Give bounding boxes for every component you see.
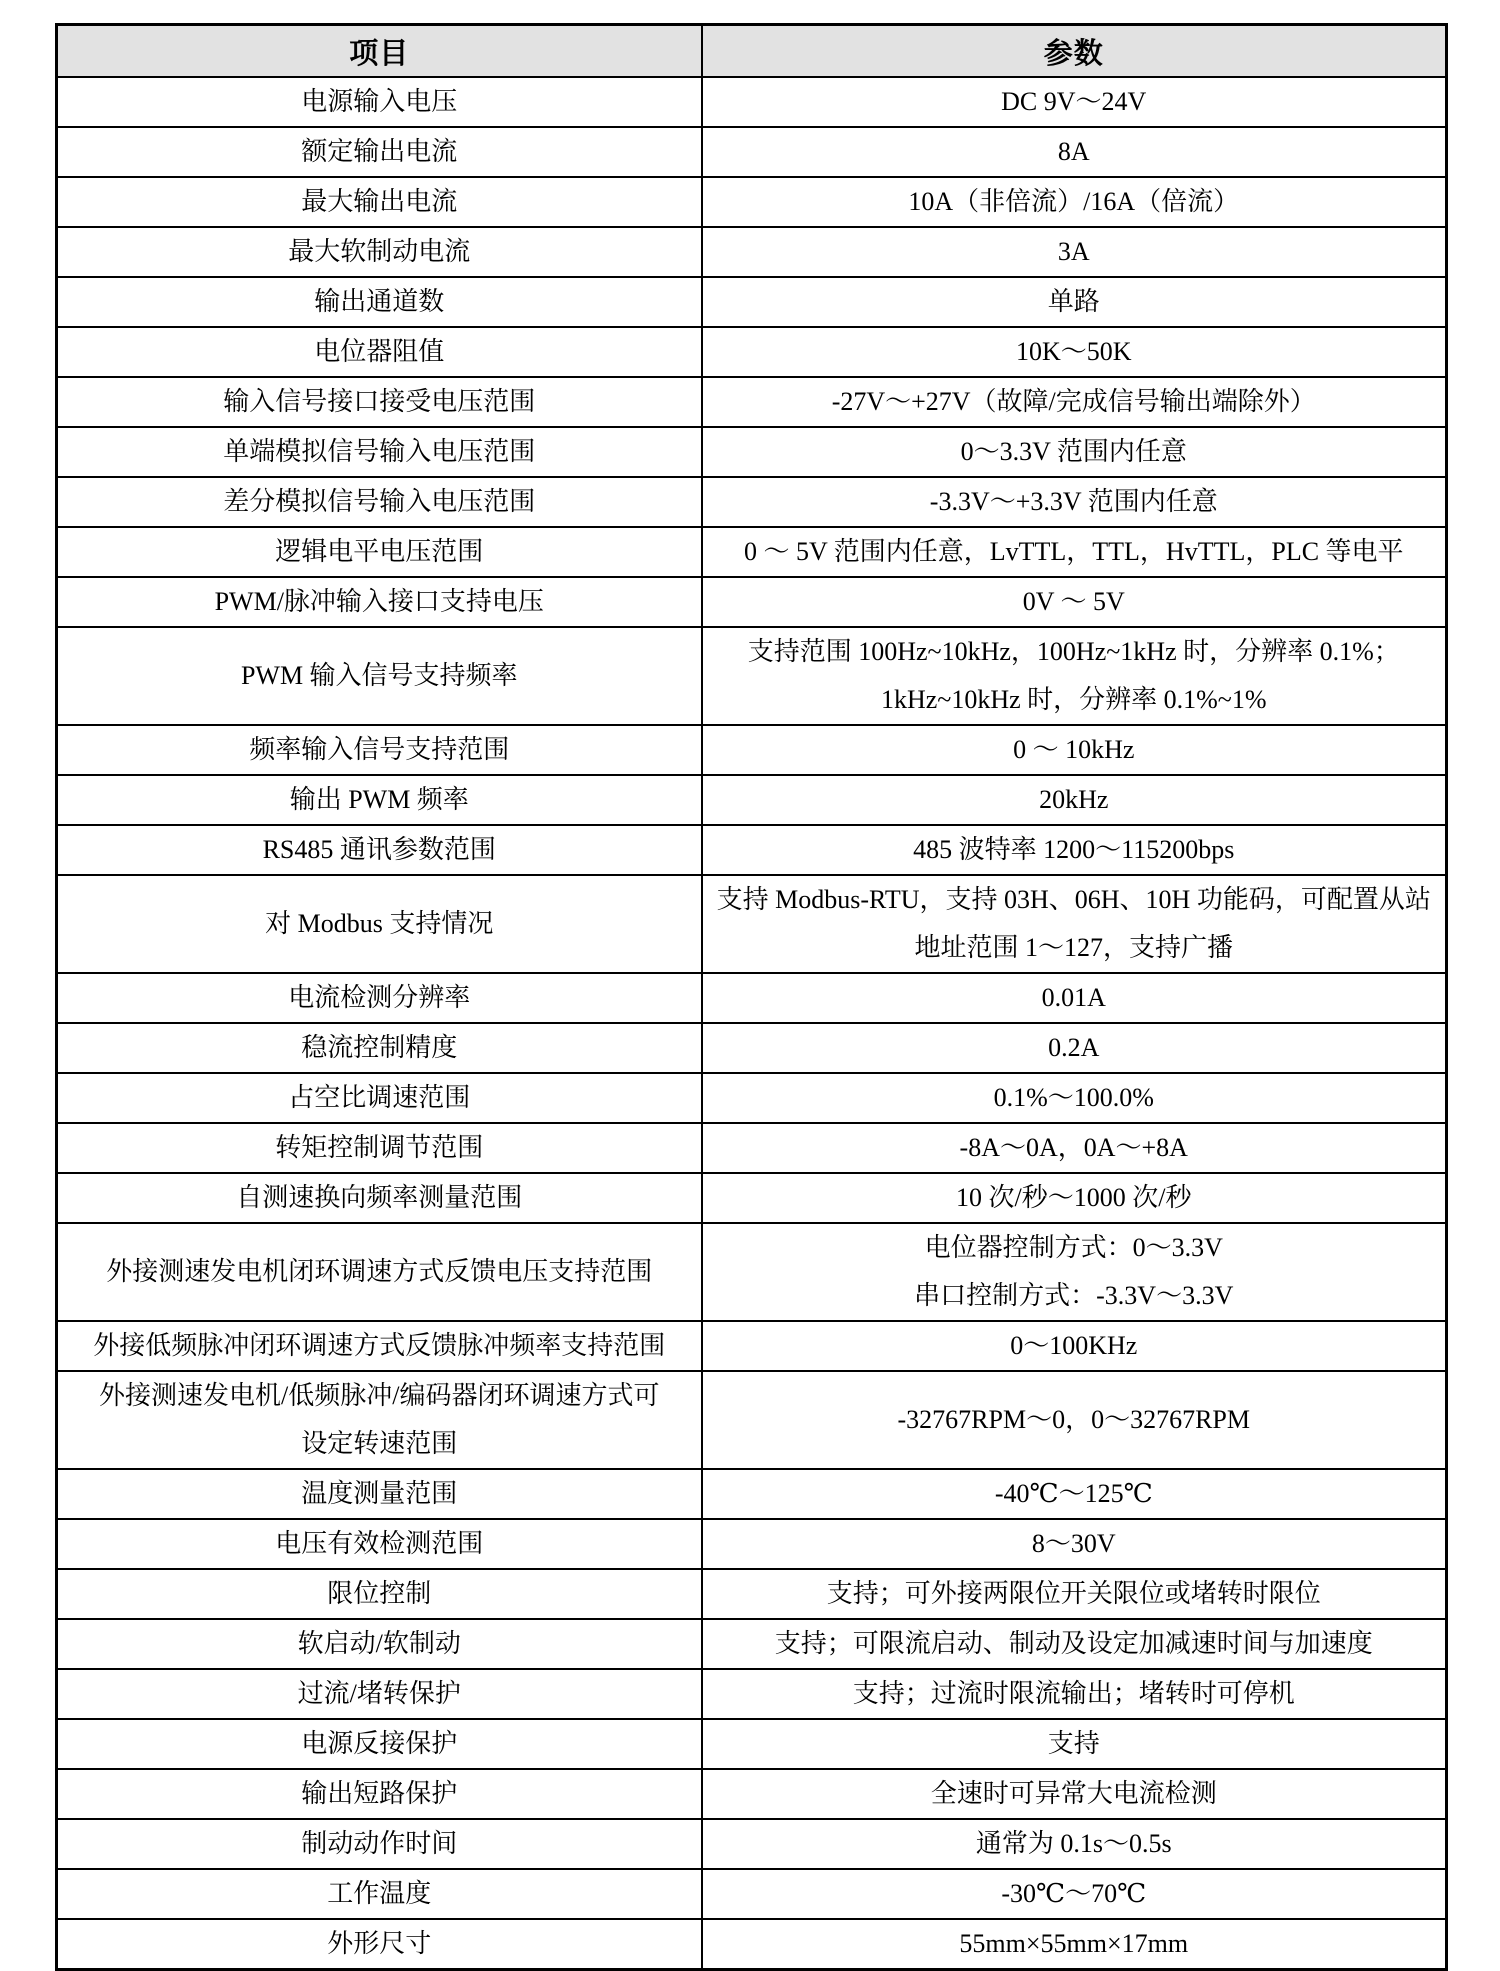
item-cell	[57, 775, 702, 825]
param-cell	[702, 775, 1447, 825]
item-cell-line: 软启动/软制动	[297, 1629, 461, 1658]
param-cell-line: 支持	[1047, 1729, 1100, 1758]
item-cell-line: 电源反接保护	[301, 1729, 458, 1758]
item-cell	[57, 1173, 702, 1223]
item-cell-line: 差分模拟信号输入电压范围	[223, 487, 536, 516]
table-row	[57, 1469, 1447, 1519]
item-cell-line: 输入信号接口接受电压范围	[223, 387, 536, 416]
item-cell	[57, 1371, 702, 1469]
item-cell	[57, 77, 702, 127]
table-row	[57, 1619, 1447, 1669]
item-cell-line: 限位控制	[327, 1579, 432, 1608]
item-cell	[57, 1819, 702, 1869]
item-cell-line: 转矩控制调节范围	[275, 1133, 484, 1162]
item-cell-line: PWM 输入信号支持频率	[240, 661, 518, 690]
item-cell-line: 制动动作时间	[301, 1829, 458, 1858]
item-cell	[57, 477, 702, 527]
table-row	[57, 1769, 1447, 1819]
item-cell-line: 电压有效检测范围	[275, 1529, 484, 1558]
param-cell-line: 485 波特率 1200～115200bps	[913, 835, 1235, 864]
param-cell	[702, 1519, 1447, 1569]
table-row	[57, 477, 1447, 527]
param-cell-line: 0.1%～100.0%	[993, 1083, 1154, 1112]
item-cell-line: 稳流控制精度	[301, 1033, 458, 1062]
item-cell	[57, 327, 702, 377]
table-row	[57, 427, 1447, 477]
param-cell-line: 10K～50K	[1015, 337, 1132, 366]
param-cell	[702, 527, 1447, 577]
item-cell-line: 最大输出电流	[301, 187, 458, 216]
item-cell-line: 设定转速范围	[301, 1429, 458, 1458]
item-cell	[57, 377, 702, 427]
param-cell	[702, 1073, 1447, 1123]
item-cell	[57, 577, 702, 627]
item-cell	[57, 1223, 702, 1321]
param-cell-line: -40℃～125℃	[994, 1479, 1153, 1508]
param-cell	[702, 277, 1447, 327]
item-cell	[57, 527, 702, 577]
table-row	[57, 1519, 1447, 1569]
param-cell	[702, 127, 1447, 177]
item-cell	[57, 1469, 702, 1519]
table-row	[57, 1719, 1447, 1769]
param-cell	[702, 1123, 1447, 1173]
param-cell	[702, 327, 1447, 377]
item-cell-line: 额定输出电流	[301, 137, 458, 166]
param-cell-line: 10 次/秒～1000 次/秒	[956, 1183, 1192, 1212]
item-cell	[57, 277, 702, 327]
param-cell-line: 1kHz~10kHz 时，分辨率 0.1%~1%	[880, 685, 1267, 714]
column-header-item: 项目	[57, 25, 702, 78]
param-cell	[702, 1919, 1447, 1970]
table-row	[57, 627, 1447, 725]
param-cell-line: -8A～0A，0A～+8A	[959, 1133, 1188, 1162]
item-cell	[57, 1073, 702, 1123]
param-cell	[702, 577, 1447, 627]
param-cell-line: 支持；可外接两限位开关限位或堵转时限位	[826, 1579, 1321, 1608]
item-cell-line: RS485 通讯参数范围	[262, 835, 496, 864]
param-cell-line: 0.01A	[1041, 983, 1106, 1012]
param-cell-line: 支持范围 100Hz~10kHz，100Hz~1kHz 时，分辨率 0.1%；	[747, 637, 1400, 666]
param-cell	[702, 1023, 1447, 1073]
param-cell-line: 地址范围 1～127，支持广播	[914, 933, 1233, 962]
param-cell-line: 单路	[1047, 287, 1100, 316]
item-cell-line: 温度测量范围	[301, 1479, 458, 1508]
param-cell-line: 0～3.3V 范围内任意	[960, 437, 1187, 466]
table-row	[57, 177, 1447, 227]
param-cell	[702, 1321, 1447, 1371]
item-cell-line: 自测速换向频率测量范围	[236, 1183, 523, 1212]
param-cell-line: -27V～+27V（故障/完成信号输出端除外）	[831, 387, 1316, 416]
param-cell-line: -30℃～70℃	[1001, 1879, 1147, 1908]
param-cell-line: 55mm×55mm×17mm	[959, 1929, 1189, 1958]
param-cell	[702, 477, 1447, 527]
param-cell-line: 3A	[1057, 237, 1090, 266]
table-row	[57, 227, 1447, 277]
item-cell-line: 频率输入信号支持范围	[249, 735, 510, 764]
table-row	[57, 1569, 1447, 1619]
param-cell	[702, 1769, 1447, 1819]
item-cell-line: 外接测速发电机/低频脉冲/编码器闭环调速方式可	[99, 1381, 660, 1410]
param-cell-line: 支持 Modbus-RTU，支持 03H、06H、10H 功能码，可配置从站	[716, 885, 1431, 914]
param-cell	[702, 1819, 1447, 1869]
param-cell-line: DC 9V～24V	[1001, 87, 1147, 116]
param-cell-line: -32767RPM～0，0～32767RPM	[897, 1405, 1250, 1434]
param-cell-line: 支持；可限流启动、制动及设定加减速时间与加速度	[774, 1629, 1373, 1658]
table-row	[57, 1869, 1447, 1919]
table-row	[57, 527, 1447, 577]
table-row	[57, 277, 1447, 327]
param-cell-line: 0～100KHz	[1010, 1331, 1138, 1360]
item-cell	[57, 1669, 702, 1719]
param-cell	[702, 1869, 1447, 1919]
item-cell-line: 对 Modbus 支持情况	[265, 909, 494, 938]
table-row	[57, 825, 1447, 875]
param-cell-line: 0V ～ 5V	[1022, 587, 1125, 616]
table-row	[57, 1371, 1447, 1469]
param-cell-line: 0 ～ 5V 范围内任意，LvTTL，TTL，HvTTL，PLC 等电平	[743, 537, 1404, 566]
table-row	[57, 127, 1447, 177]
param-cell	[702, 77, 1447, 127]
param-cell	[702, 377, 1447, 427]
param-cell	[702, 1469, 1447, 1519]
table-row	[57, 1123, 1447, 1173]
param-cell-line: 通常为 0.1s～0.5s	[975, 1829, 1172, 1858]
item-cell-line: 输出短路保护	[301, 1779, 458, 1808]
item-cell-line: 最大软制动电流	[288, 237, 471, 266]
spec-table-header	[57, 25, 1447, 78]
table-row	[57, 1669, 1447, 1719]
param-cell	[702, 627, 1447, 725]
spec-table-body	[57, 77, 1447, 1970]
item-cell-line: PWM/脉冲输入接口支持电压	[214, 587, 544, 616]
param-cell	[702, 875, 1447, 973]
param-cell-line: 全速时可异常大电流检测	[930, 1779, 1217, 1808]
column-header-param: 参数	[702, 25, 1447, 78]
param-cell	[702, 1569, 1447, 1619]
table-row	[57, 1073, 1447, 1123]
param-cell	[702, 825, 1447, 875]
table-row	[57, 1173, 1447, 1223]
param-cell	[702, 1173, 1447, 1223]
param-cell-line: 电位器控制方式：0～3.3V	[924, 1233, 1223, 1262]
table-row	[57, 377, 1447, 427]
param-cell-line: 支持；过流时限流输出；堵转时可停机	[852, 1679, 1295, 1708]
param-cell-line: 10A（非倍流）/16A（倍流）	[908, 187, 1240, 216]
item-cell	[57, 875, 702, 973]
item-cell	[57, 1123, 702, 1173]
table-row	[57, 1819, 1447, 1869]
item-cell-line: 电流检测分辨率	[288, 983, 471, 1012]
item-cell	[57, 1619, 702, 1669]
param-cell	[702, 1619, 1447, 1669]
item-cell	[57, 973, 702, 1023]
item-cell-line: 占空比调速范围	[288, 1083, 471, 1112]
table-row	[57, 973, 1447, 1023]
item-cell-line: 电源输入电压	[301, 87, 458, 116]
param-cell	[702, 973, 1447, 1023]
param-cell	[702, 1719, 1447, 1769]
param-cell-line: -3.3V～+3.3V 范围内任意	[929, 487, 1218, 516]
item-cell	[57, 1919, 702, 1970]
item-cell-line: 逻辑电平电压范围	[275, 537, 484, 566]
table-row	[57, 1223, 1447, 1321]
param-cell-line: 8～30V	[1031, 1529, 1116, 1558]
item-cell-line: 外接测速发电机闭环调速方式反馈电压支持范围	[106, 1257, 653, 1286]
item-cell-line: 输出 PWM 频率	[289, 785, 469, 814]
param-cell	[702, 1669, 1447, 1719]
table-row	[57, 327, 1447, 377]
table-row	[57, 577, 1447, 627]
table-row	[57, 1919, 1447, 1970]
item-cell-line: 工作温度	[327, 1879, 432, 1908]
item-cell	[57, 1769, 702, 1819]
item-cell	[57, 825, 702, 875]
table-row	[57, 875, 1447, 973]
spec-table	[55, 23, 1448, 1971]
param-cell	[702, 725, 1447, 775]
item-cell	[57, 1519, 702, 1569]
item-cell	[57, 1569, 702, 1619]
item-cell-line: 外接低频脉冲闭环调速方式反馈脉冲频率支持范围	[93, 1331, 666, 1360]
param-cell	[702, 227, 1447, 277]
param-cell	[702, 1223, 1447, 1321]
item-cell-line: 过流/堵转保护	[297, 1679, 461, 1708]
item-cell	[57, 725, 702, 775]
item-cell	[57, 1869, 702, 1919]
item-cell	[57, 427, 702, 477]
item-cell-line: 输出通道数	[314, 287, 445, 316]
item-cell	[57, 227, 702, 277]
table-row	[57, 77, 1447, 127]
item-cell	[57, 627, 702, 725]
item-cell	[57, 177, 702, 227]
param-cell-line: 0 ～ 10kHz	[1013, 735, 1135, 764]
param-cell-line: 0.2A	[1048, 1033, 1100, 1062]
header-row	[57, 25, 1447, 78]
param-cell-line: 8A	[1057, 137, 1090, 166]
param-cell	[702, 427, 1447, 477]
param-cell-line: 20kHz	[1039, 785, 1109, 814]
item-cell-line: 电位器阻值	[314, 337, 445, 366]
item-cell	[57, 127, 702, 177]
item-cell-line: 单端模拟信号输入电压范围	[223, 437, 536, 466]
table-row	[57, 1023, 1447, 1073]
item-cell-line: 外形尺寸	[327, 1929, 432, 1958]
item-cell	[57, 1719, 702, 1769]
table-row	[57, 725, 1447, 775]
item-cell	[57, 1321, 702, 1371]
table-row	[57, 1321, 1447, 1371]
param-cell	[702, 1371, 1447, 1469]
table-row	[57, 775, 1447, 825]
param-cell-line: 串口控制方式：-3.3V～3.3V	[914, 1281, 1234, 1310]
item-cell	[57, 1023, 702, 1073]
param-cell	[702, 177, 1447, 227]
